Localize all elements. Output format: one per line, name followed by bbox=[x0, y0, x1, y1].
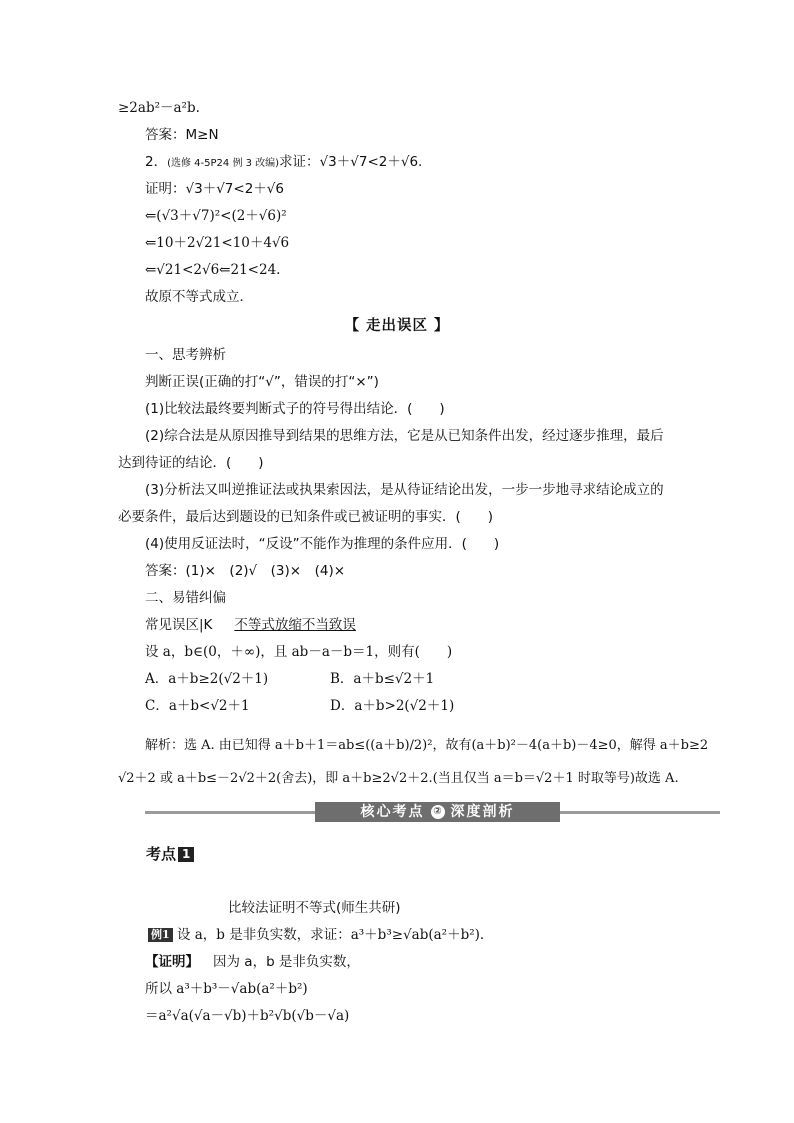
example-label: 例 bbox=[151, 928, 162, 941]
question-item-cont: 必要条件，最后达到题设的已知条件或已被证明的事实．( ) bbox=[118, 509, 494, 525]
example-line bbox=[145, 926, 493, 944]
proof-intro bbox=[145, 953, 360, 971]
answer-line: 答案：(1)× (2)√ (3)× (4)× bbox=[145, 563, 346, 579]
kaodian-title bbox=[146, 845, 194, 863]
choice-d: D．a＋b>2(√2＋1) bbox=[330, 698, 455, 714]
error-type-line bbox=[145, 616, 356, 634]
choice-c: C．a＋b<√2＋1 bbox=[145, 698, 250, 714]
question-stem: 设 a，b∈(0，＋∞)，且 ab－a－b＝1，则有( ) bbox=[145, 644, 453, 660]
error-type-label: 常见误区|K bbox=[145, 617, 213, 633]
text-line: ≥2ab²－a²b. bbox=[118, 100, 200, 116]
kaodian-label: 考点 bbox=[146, 845, 177, 863]
section-heading: 【 走出误区 】 bbox=[344, 318, 450, 334]
instruction-line: 判断正误(正确的打“√”，错误的打“×”) bbox=[145, 374, 379, 390]
problem-number: 2． bbox=[145, 154, 168, 170]
solution-line: 解析：选 A. 由已知得 a＋b＋1＝ab≤((a＋b)/2)²，故有(a＋b)²－4(a＋b)－4≥0，解得 a＋b≥2 bbox=[145, 738, 709, 753]
question-item: (3)分析法又叫逆推证法或执果索因法，是从待证结论出发，一步一步地寻求结论成立的 bbox=[145, 482, 664, 498]
banner-left-text: 核心考点 bbox=[360, 804, 425, 820]
subsection-title: 一、思考辨析 bbox=[145, 347, 226, 363]
question-item: (2)综合法是从原因推导到结果的思维方法，它是从已知条件出发，经过逐步推理，最后 bbox=[145, 428, 664, 444]
subsection-title: 二、易错纠偏 bbox=[145, 590, 226, 606]
kaodian-number-badge: 1 bbox=[178, 847, 194, 862]
choice-a: A．a＋b≥2(√2＋1) bbox=[145, 671, 269, 687]
example-badge bbox=[148, 928, 173, 942]
banner-pill bbox=[315, 802, 560, 822]
conclusion-line: 故原不等式成立． bbox=[145, 289, 253, 305]
choice-b: B．a＋b≤√2＋1 bbox=[330, 671, 435, 687]
problem-2 bbox=[145, 153, 422, 173]
question-item: (4)使用反证法时，“反设”不能作为推理的条件应用．( ) bbox=[145, 536, 500, 552]
section-banner bbox=[145, 802, 720, 822]
proof-line: 所以 a³＋b³－√ab(a²＋b²) bbox=[145, 981, 308, 997]
example-text: 设 a，b 是非负实数，求证：a³＋b³≥√ab(a²＋b²)． bbox=[176, 927, 494, 943]
proof-line: ＝a²√a(√a－√b)＋b²√b(√b－√a) bbox=[145, 1008, 350, 1024]
topic-subtitle: 比较法证明不等式(师生共研) bbox=[228, 900, 401, 916]
solution-line-cont: √2＋2 或 a＋b≤－2√2＋2(舍去)，即 a＋b≥2√2＋2.(当且仅当 a＝b＝√2＋1 时取等号)故选 A. bbox=[118, 771, 679, 786]
error-type-title: 不等式放缩不当致误 bbox=[234, 617, 356, 633]
proof-line: ⇐(√3＋√7)²<(2＋√6)² bbox=[145, 208, 287, 224]
problem-statement: 求证：√3＋√7<2＋√6. bbox=[279, 154, 423, 170]
example-number: 1 bbox=[162, 928, 170, 941]
proof-intro-text: 因为 a，b 是非负实数， bbox=[213, 954, 360, 970]
banner-right-text: 深度剖析 bbox=[450, 804, 515, 820]
answer-line: 答案：M≥N bbox=[145, 127, 219, 143]
question-item: (1)比较法最终要判断式子的符号得出结论．( ) bbox=[145, 401, 445, 417]
banner-circle-icon: ② bbox=[431, 805, 445, 819]
proof-label: 【证明】 bbox=[145, 954, 199, 970]
proof-line: ⇐10＋2√21<10＋4√6 bbox=[145, 235, 290, 251]
question-item-cont: 达到待证的结论．( ) bbox=[118, 455, 264, 471]
proof-line: 证明：√3＋√7<2＋√6 bbox=[145, 181, 284, 197]
proof-line: ⇐√21<2√6⇐21<24. bbox=[145, 262, 281, 278]
problem-source: (选修 4-5P24 例 3 改编) bbox=[167, 158, 280, 169]
